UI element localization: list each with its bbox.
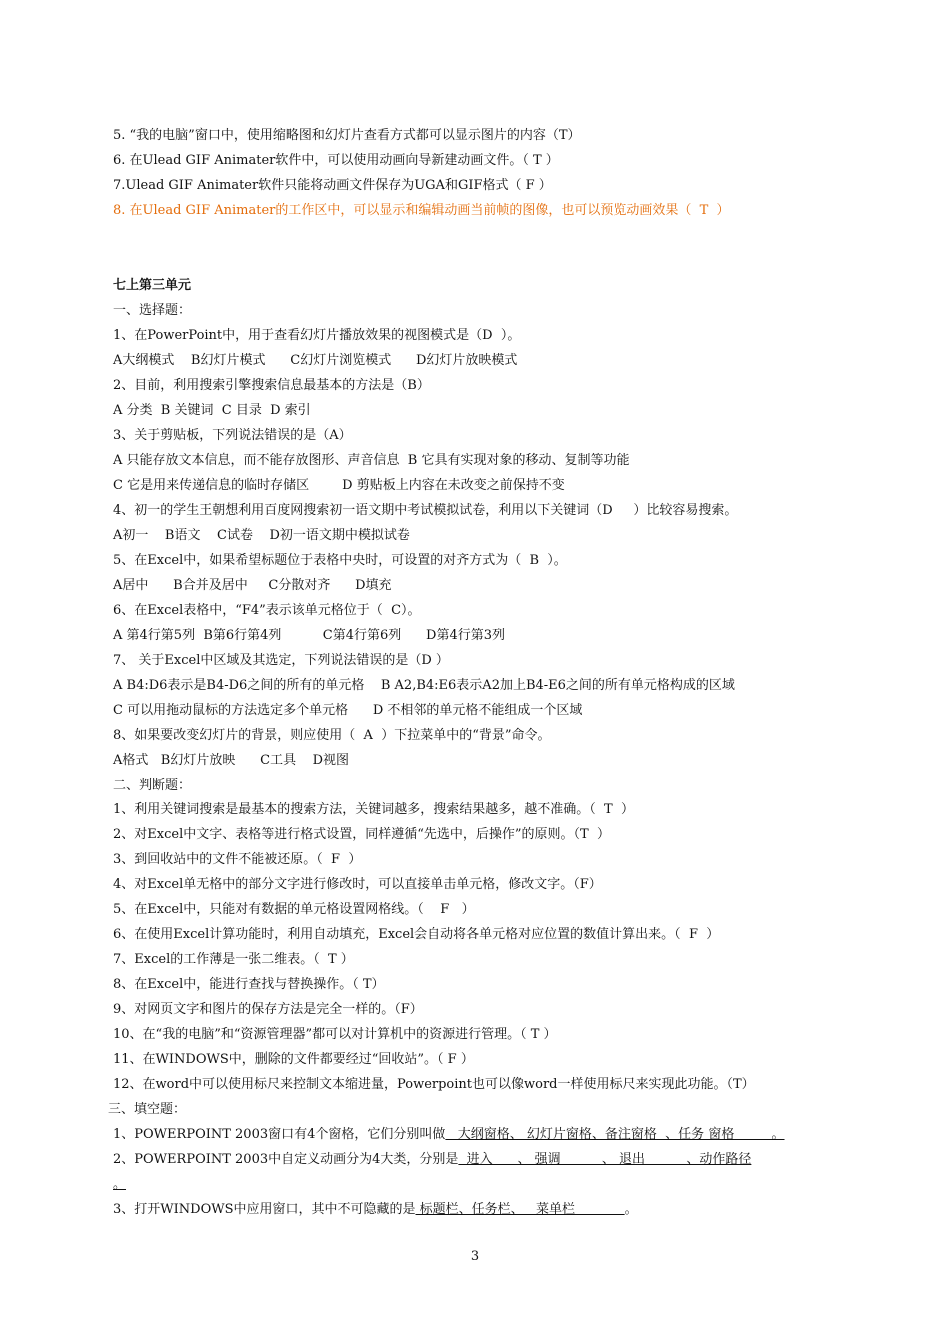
fill-q3-end: 。: [624, 1202, 638, 1217]
judgement-item: 12、在word中可以使用标尺来控制文本缩进量，Powerpoint也可以像word一样使用标尺来实现此功能。（T）: [113, 1077, 755, 1092]
fill-q3-answer: 标题栏、任务栏、 菜单栏: [415, 1202, 625, 1217]
choice-item: A格式 B幻灯片放映 C工具 D视图: [113, 753, 350, 768]
judgement-prev-5: 5. “我的电脑”窗口中，使用缩略图和幻灯片查看方式都可以显示图片的内容（T）: [113, 128, 581, 143]
judgement-item: 8、在Excel中，能进行查找与替换操作。（ T）: [113, 977, 385, 992]
judgement-item: 10、在“我的电脑”和“资源管理器”都可以对计算机中的资源进行管理。（ T ）: [113, 1027, 557, 1042]
judgement-item: 4、对Excel单无格中的部分文字进行修改时，可以直接单击单元格，修改文字。（F）: [113, 877, 602, 892]
page-number: 3: [470, 1249, 480, 1264]
fill-q1-text: 1、POWERPOINT 2003窗口有4个窗格，它们分别叫做: [113, 1127, 446, 1142]
fill-q2-continuation: 。: [113, 1177, 127, 1192]
choice-item: A B4:D6表示是B4-D6之间的所有的单元格 B A2,B4:E6表示A2加上B4-E6之间的所有单元格构成的区域: [113, 678, 735, 693]
choice-item: 3、关于剪贴板，下列说法错误的是（A）: [113, 428, 352, 443]
fill-q2-text: 2、POWERPOINT 2003中自定义动画分为4大类，分别是: [113, 1152, 459, 1167]
choice-section-title: 一、选择题：: [113, 303, 192, 318]
judgement-item: 6、在使用Excel计算功能时，利用自动填充，Excel会自动将各单元格对应位置的数值计算出来。（ F ）: [113, 927, 720, 942]
choice-item: 1、在PowerPoint中，用于查看幻灯片播放效果的视图模式是（D ）。: [113, 328, 521, 343]
choice-item: A大纲模式 B幻灯片模式 C幻灯片浏览模式 D幻灯片放映模式: [113, 353, 518, 368]
judgement-item: 1、利用关键词搜索是最基本的搜索方法，关键词越多，搜索结果越多，越不准确。（ T ）: [113, 802, 634, 817]
choice-item: 2、目前，利用搜索引擎搜索信息最基本的方法是（B）: [113, 378, 430, 393]
choice-item: A 第4行第5列 B第6行第4列 C第4行第6列 D第4行第3列: [113, 628, 505, 643]
fill-question-2: [113, 1151, 751, 1169]
judgement-prev-6: 6. 在Ulead GIF Animater软件中，可以使用动画向导新建动画文件。（ T ）: [113, 153, 559, 168]
choice-item: C 它是用来传递信息的临时存储区 D 剪贴板上内容在未改变之前保持不变: [113, 478, 565, 493]
judgement-item: 7、Excel的工作薄是一张二维表。（ T ）: [113, 952, 354, 967]
judgement-item: 2、对Excel中文字、表格等进行格式设置，同样遵循“先选中，后操作”的原则。（T ）: [113, 827, 610, 842]
choice-item: 4、初一的学生王朝想利用百度网搜索初一语文期中考试模拟试卷，利用以下关键词（D ）比较容易搜索。: [113, 503, 738, 518]
judgement-prev-8-highlighted: 8. 在Ulead GIF Animater的工作区中，可以显示和编辑动画当前帧的图像，也可以预览动画效果（ T ）: [113, 203, 730, 218]
fill-question-3: [113, 1201, 638, 1219]
choice-item: 7、 关于Excel中区域及其选定，下列说法错误的是（D ）: [113, 653, 449, 668]
choice-item: 6、在Excel表格中，“F4”表示该单元格位于（ C）。: [113, 603, 421, 618]
fill-question-1: [113, 1126, 785, 1144]
fill-q2-answer: 进入 、 强调 、 退出 、动作路径: [458, 1152, 752, 1167]
choice-item: 8、如果要改变幻灯片的背景，则应使用（ A ）下拉菜单中的“背景”命令。: [113, 728, 551, 743]
fill-section-title: 三、填空题：: [108, 1102, 187, 1117]
choice-item: A初一 B语文 C试卷 D初一语文期中模拟试卷: [113, 528, 410, 543]
judgement-section-title: 二、判断题：: [113, 778, 192, 793]
choice-item: A 只能存放文本信息，而不能存放图形、声音信息 B 它具有实现对象的移动、复制等功能: [113, 453, 630, 468]
judgement-item: 3、到回收站中的文件不能被还原。（ F ）: [113, 852, 362, 867]
unit-title: 七上第三单元: [113, 278, 192, 293]
choice-item: C 可以用拖动鼠标的方法选定多个单元格 D 不相邻的单元格不能组成一个区域: [113, 703, 583, 718]
fill-q3-text: 3、打开WINDOWS中应用窗口，其中不可隐藏的是: [113, 1202, 416, 1217]
judgement-item: 5、在Excel中，只能对有数据的单元格设置网格线。（ F ）: [113, 902, 475, 917]
judgement-item: 11、在WINDOWS中，删除的文件都要经过“回收站”。（ F ）: [113, 1052, 474, 1067]
judgement-prev-7: 7.Ulead GIF Animater软件只能将动画文件保存为UGA和GIF格式（ F ）: [113, 178, 552, 193]
choice-item: A居中 B合并及居中 C分散对齐 D填充: [113, 578, 392, 593]
fill-q1-answer: 大纲窗格、 幻灯片窗格、备注窗格 、任务 窗格 。: [445, 1127, 785, 1142]
choice-item: A 分类 B 关键词 C 目录 D 索引: [113, 403, 311, 418]
judgement-item: 9、对网页文字和图片的保存方法是完全一样的。（F）: [113, 1002, 423, 1017]
choice-item: 5、在Excel中，如果希望标题位于表格中央时，可设置的对齐方式为（ B ）。: [113, 553, 567, 568]
